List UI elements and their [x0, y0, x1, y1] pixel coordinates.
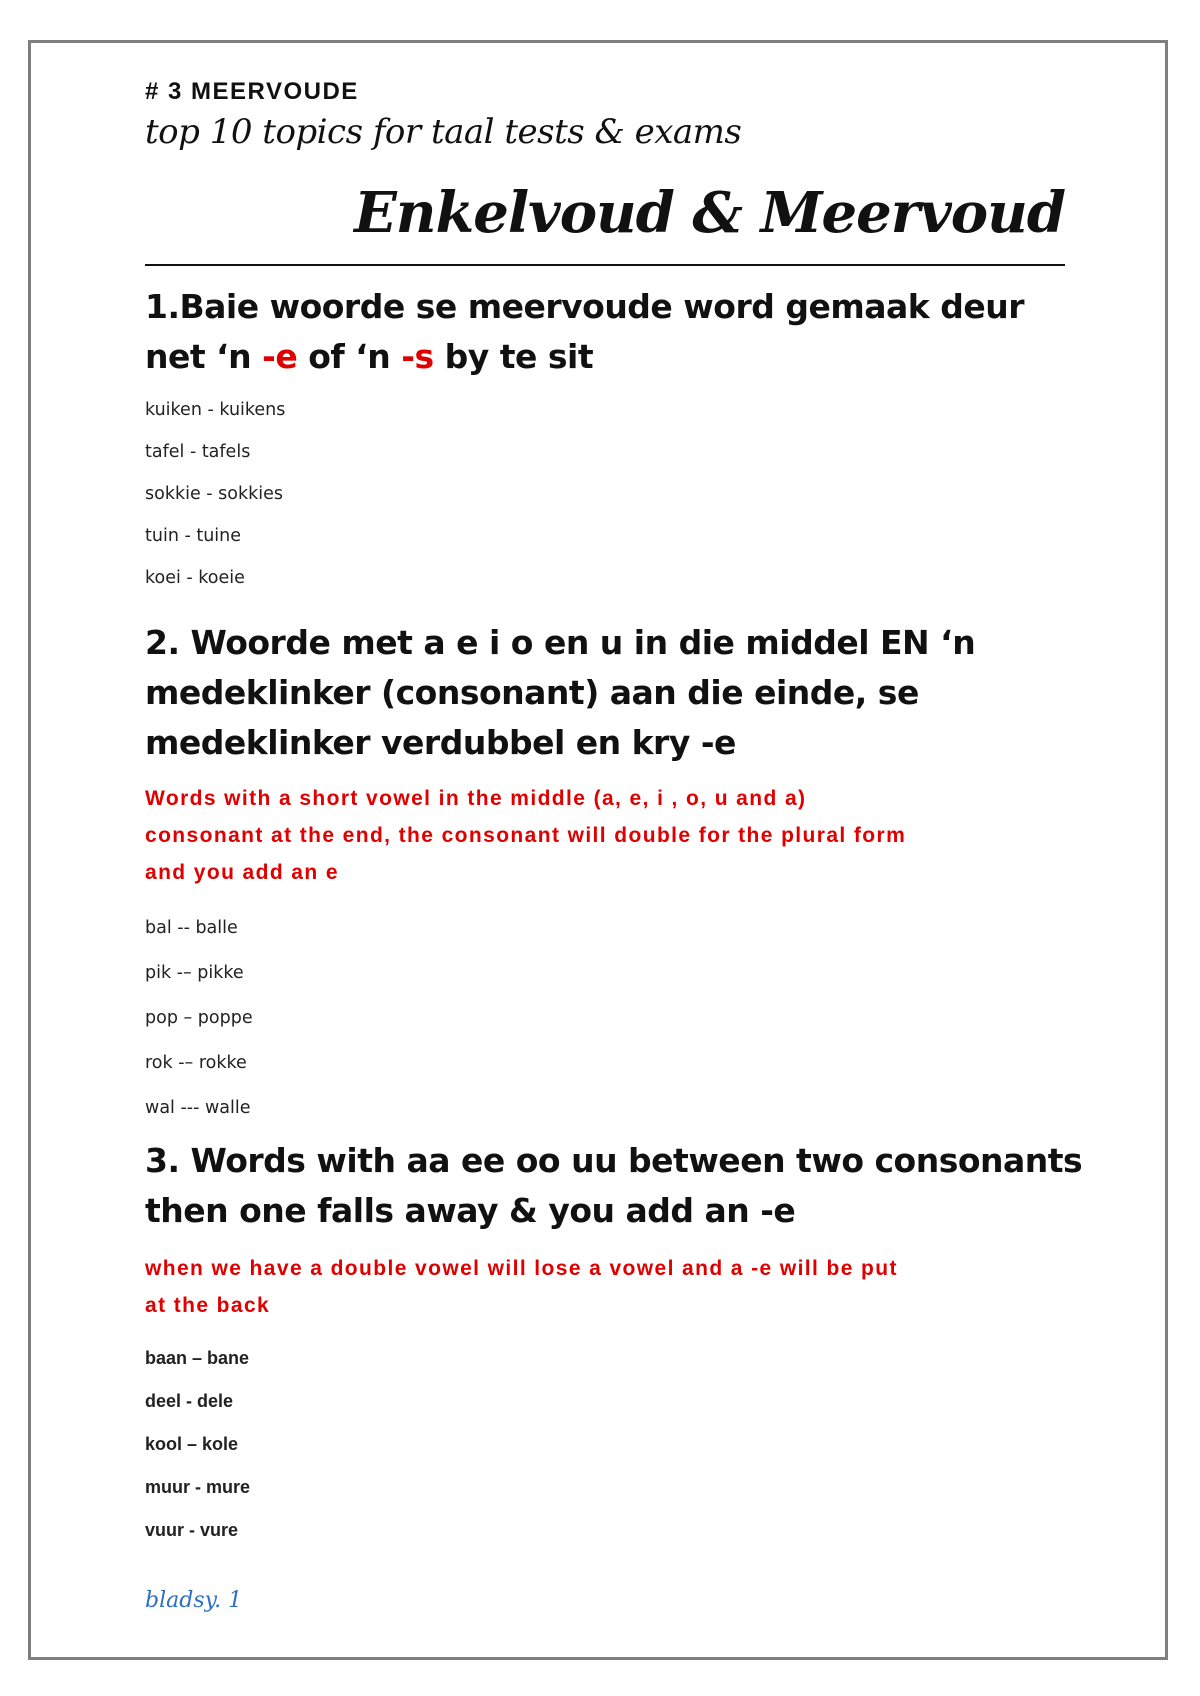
list-item: tuin - tuine	[145, 526, 242, 546]
list-item: muur - mure	[145, 1477, 251, 1497]
section1-heading-suffix-e: -e	[262, 337, 298, 376]
list-item: vuur - vure	[145, 1520, 239, 1540]
list-item: tafel - tafels	[145, 442, 251, 462]
list-item: sokkie - sokkies	[145, 484, 284, 504]
section3-note-line1: when we have a double vowel will lose a vowel and a -e will be put	[145, 1257, 898, 1280]
page-number: bladsy. 1	[145, 1588, 243, 1613]
section2-note-line3: and you add an e	[145, 861, 339, 884]
list-item: koei - koeie	[145, 568, 245, 588]
title-divider	[145, 264, 1065, 266]
list-item: pik -– pikke	[145, 963, 244, 983]
section3-heading-line2: then one falls away & you add an -e	[145, 1191, 796, 1230]
section2-note-line2: consonant at the end, the consonant will double for the plural form	[145, 824, 907, 847]
section1-heading-line1: 1.Baie woorde se meervoude word gemaak deur	[145, 287, 1024, 326]
section2-heading-line3: medeklinker verdubbel en kry -e	[145, 723, 736, 762]
list-item: bal -- balle	[145, 918, 238, 938]
list-item: rok -– rokke	[145, 1053, 247, 1073]
subtitle: top 10 topics for taal tests & exams	[145, 112, 742, 152]
topic-label: # 3 MEERVOUDE	[145, 78, 359, 105]
section2-note-line1: Words with a short vowel in the middle (a, e, i , o, u and a)	[145, 787, 807, 810]
section1-heading-text-a: net ‘n	[145, 337, 263, 376]
list-item: kool – kole	[145, 1434, 239, 1454]
list-item: deel - dele	[145, 1391, 234, 1411]
list-item: baan – bane	[145, 1348, 250, 1368]
section1-heading-line2	[145, 332, 593, 382]
section1-heading-text-c: by te sit	[433, 337, 594, 376]
section3-heading-line1: 3. Words with aa ee oo uu between two consonants	[145, 1141, 1083, 1180]
page-title: Enkelvoud & Meervoud	[354, 180, 1065, 246]
list-item: wal --- walle	[145, 1098, 251, 1118]
list-item: pop – poppe	[145, 1008, 253, 1028]
list-item: kuiken - kuikens	[145, 400, 286, 420]
section3-note-line2: at the back	[145, 1294, 271, 1317]
section2-heading-line1: 2. Woorde met a e i o en u in die middel EN ‘n	[145, 623, 976, 662]
section1-heading-suffix-s: -s	[401, 337, 434, 376]
section1-heading-text-b: of ‘n	[297, 337, 402, 376]
section2-heading-line2: medeklinker (consonant) aan die einde, se	[145, 673, 919, 712]
